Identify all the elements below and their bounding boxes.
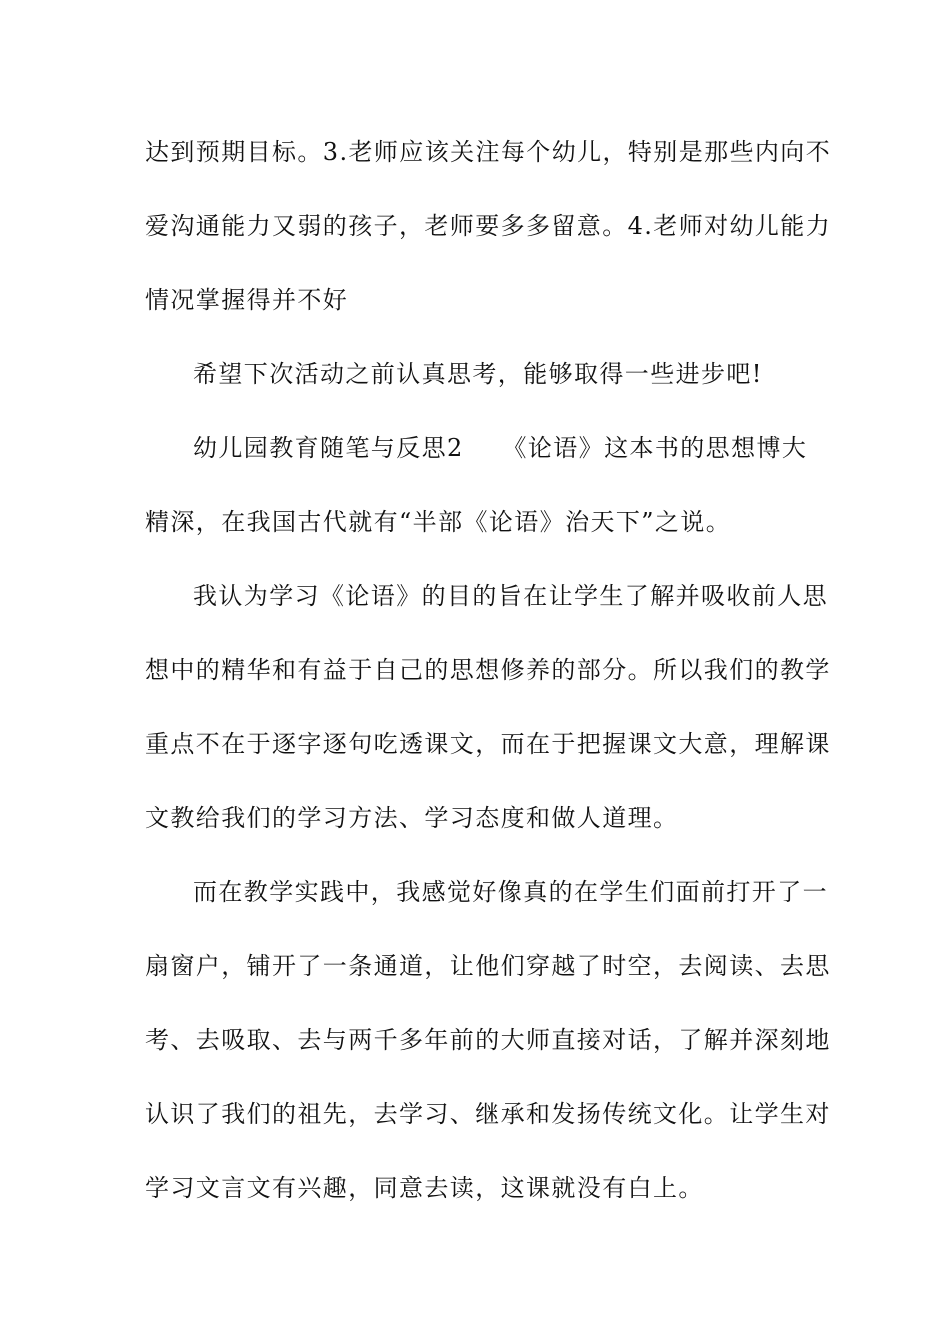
text-line: 扇窗户，铺开了一条通道，让他们穿越了时空，去阅读、去思	[145, 952, 831, 980]
text-line: 考、去吸取、去与两千多年前的大师直接对话，了解并深刻地	[145, 1026, 831, 1054]
text-line: 情况掌握得并不好	[145, 286, 349, 314]
text-line: 我认为学习《论语》的目的旨在让学生了解并吸收前人思	[193, 582, 828, 610]
text-line: 文教给我们的学习方法、学习态度和做人道理。	[145, 804, 679, 832]
text-line: 认识了我们的祖先，去学习、继承和发扬传统文化。让学生对	[145, 1100, 831, 1128]
text-line: 爱沟通能力又弱的孩子，老师要多多留意。4.老师对幼儿能力	[145, 212, 832, 240]
text-line: 幼儿园教育随笔与反思2 《论语》这本书的思想博大	[193, 434, 808, 462]
text-line: 而在教学实践中，我感觉好像真的在学生们面前打开了一	[193, 878, 828, 906]
text-line: 达到预期目标。3.老师应该关注每个幼儿，特别是那些内向不	[145, 138, 832, 166]
text-line: 希望下次活动之前认真思考，能够取得一些进步吧!	[193, 360, 763, 388]
text-line: 想中的精华和有益于自己的思想修养的部分。所以我们的教学	[145, 656, 831, 684]
text-line: 精深，在我国古代就有“半部《论语》治天下”之说。	[145, 508, 732, 536]
text-line: 重点不在于逐字逐句吃透课文，而在于把握课文大意，理解课	[145, 730, 831, 758]
text-line: 学习文言文有兴趣，同意去读，这课就没有白上。	[145, 1174, 704, 1202]
